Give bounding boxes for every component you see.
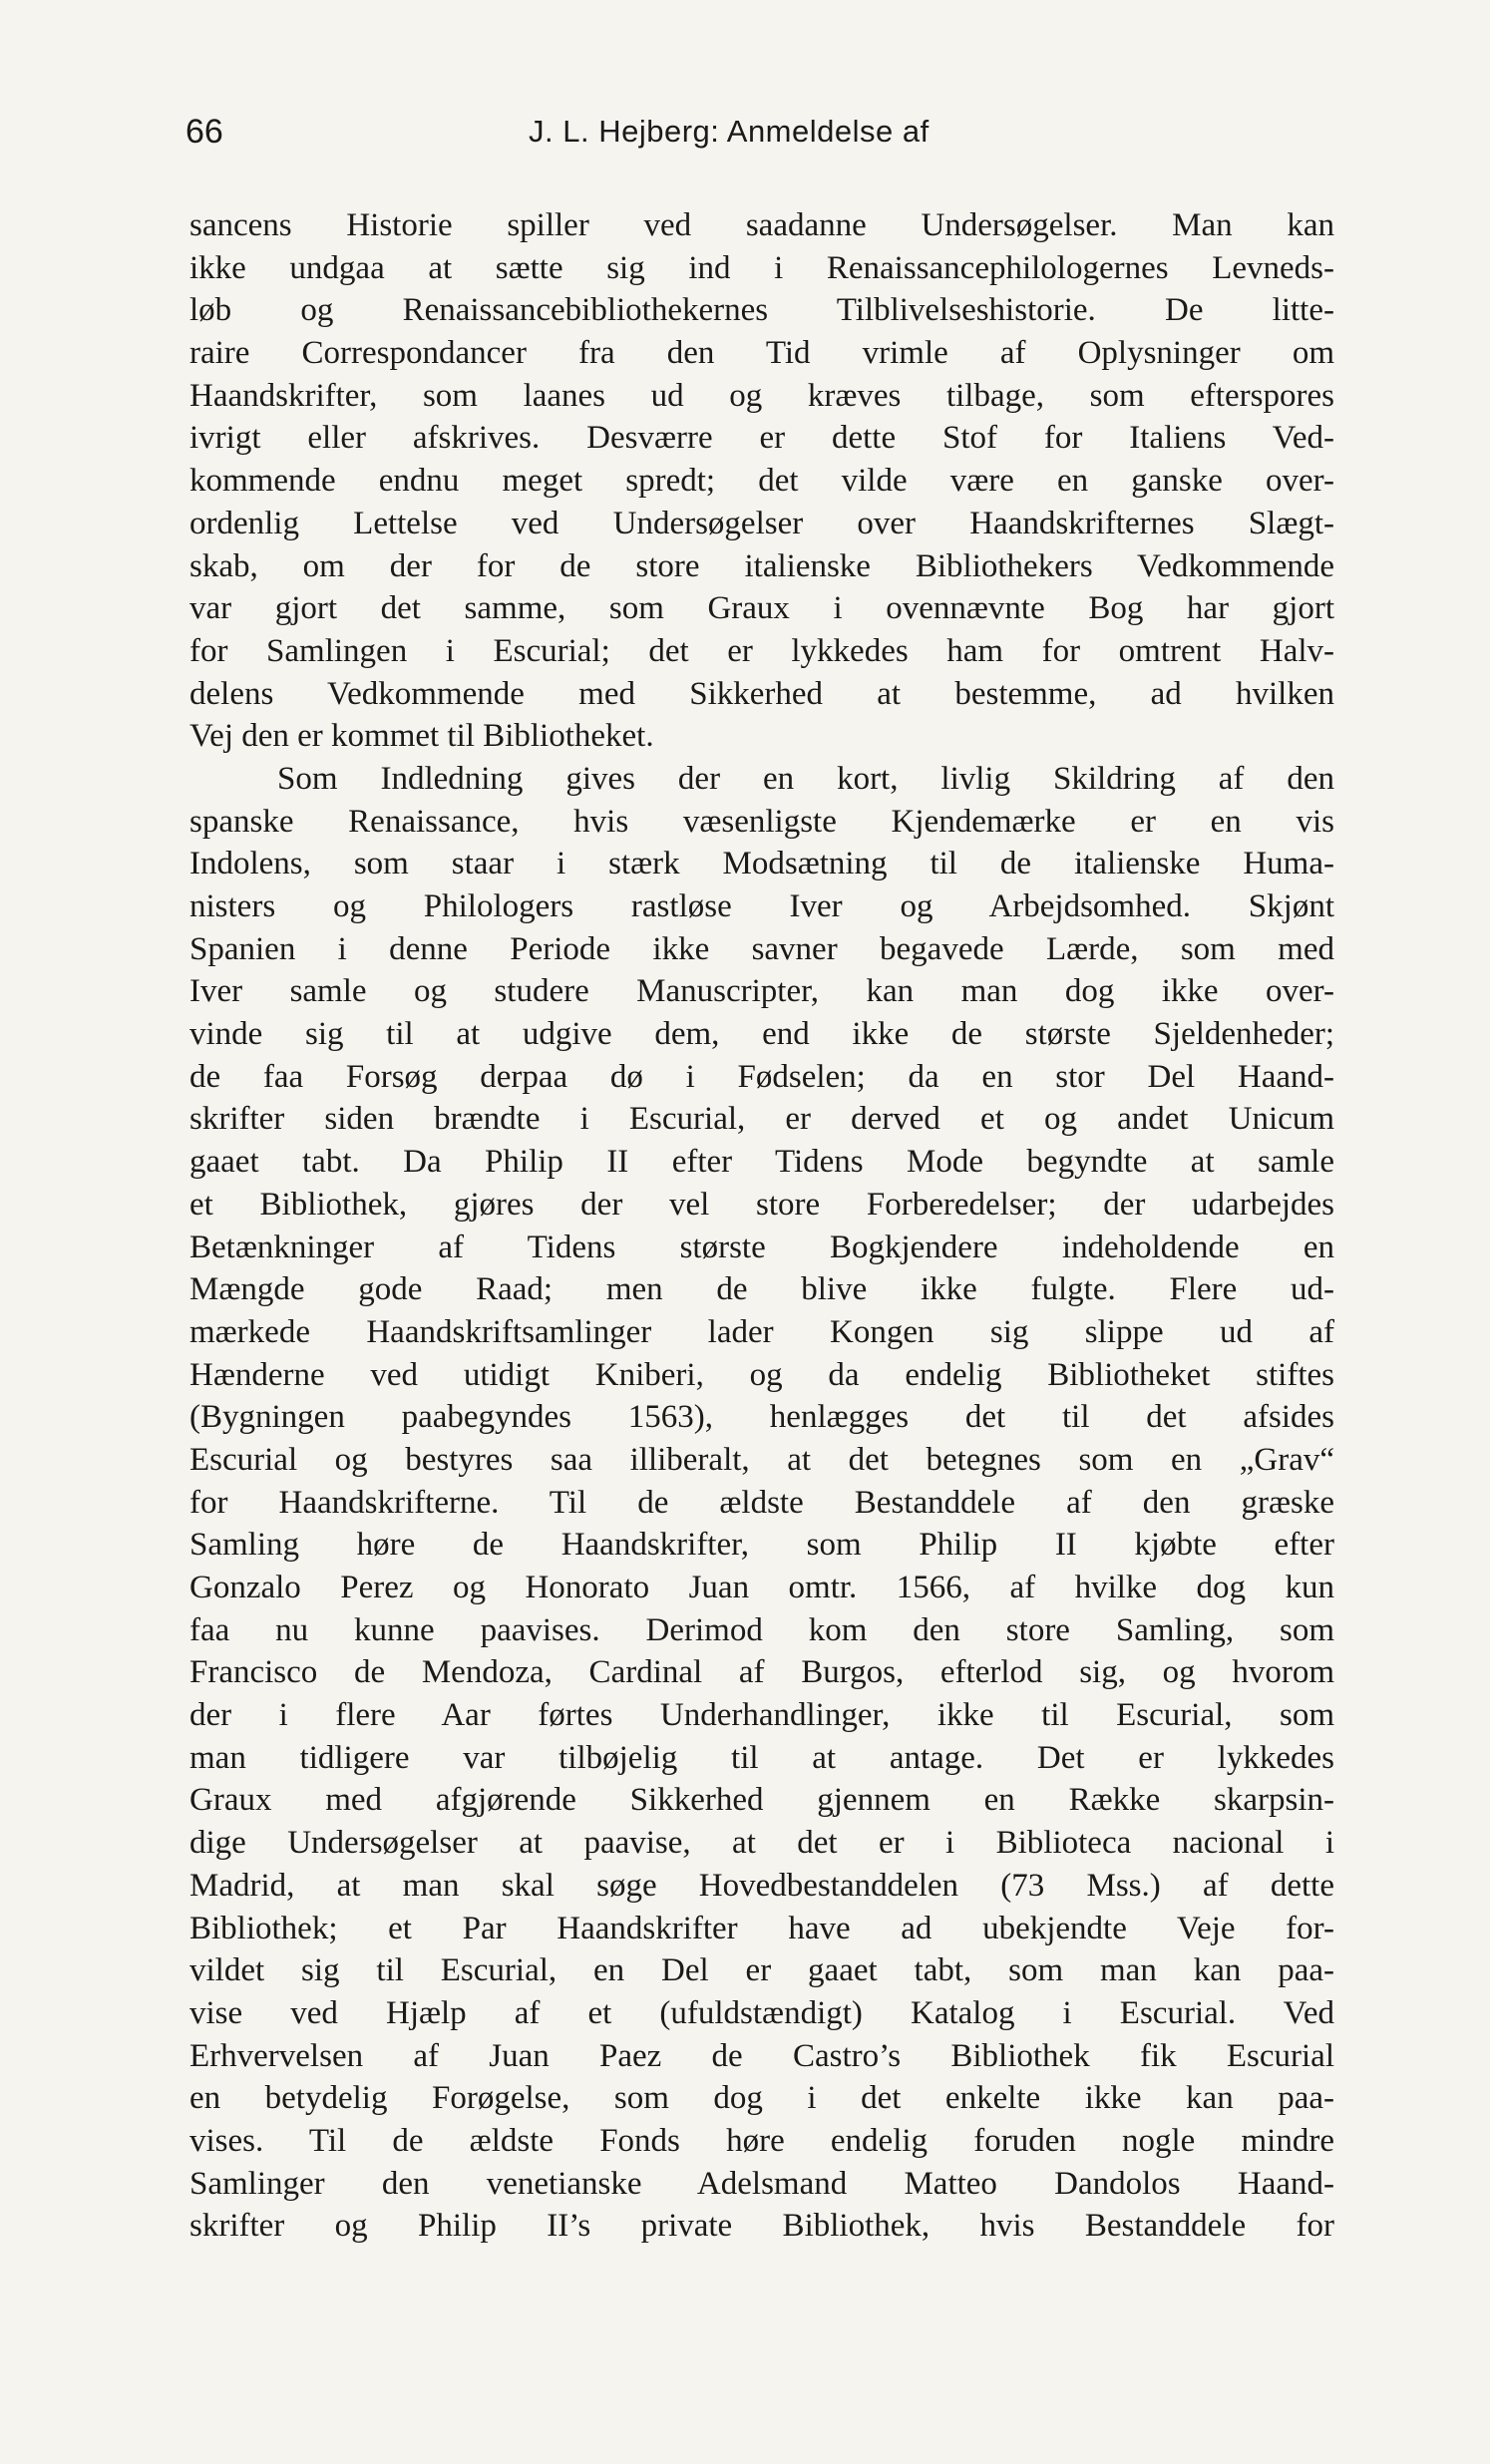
text-line: løb og Renaissancebibliothekernes Tilblivelseshistorie. De litte- [189,292,1334,329]
body-text [189,204,1334,2248]
text-line: Madrid, at man skal søge Hovedbestanddelen (73 Mss.) af dette [189,1867,1334,1904]
text-line: skab, om der for de store italienske Bibliothekers Vedkommende [189,547,1334,584]
text-line: skrifter og Philip II’s private Bibliothek, hvis Bestanddele for [189,2208,1334,2245]
text-line: for Samlingen i Escurial; det er lykkedes ham for omtrent Halv- [189,632,1334,669]
text-line: Spanien i denne Periode ikke savner begavede Lærde, som med [189,930,1334,967]
text-line: vises. Til de ældste Fonds høre endelig foruden nogle mindre [189,2122,1334,2159]
text-line: et Bibliothek, gjøres der vel store Forberedelser; der udarbejdes [189,1186,1334,1223]
text-line: ordenlig Lettelse ved Undersøgelser over Haandskrifternes Slægt- [189,505,1334,541]
text-line: (Bygningen paabegyndes 1563), henlægges det til det afsides [189,1399,1334,1436]
paragraph-end-line: Vej den er kommet til Bibliotheket. [189,718,654,755]
text-line: ikke undgaa at sætte sig ind i Renaissancephilologernes Levneds- [189,249,1334,286]
text-line: Gonzalo Perez og Honorato Juan omtr. 1566, af hvilke dog kun [189,1570,1334,1605]
text-line: Graux med afgjørende Sikkerhed gjennem en Række skarpsin- [189,1782,1334,1819]
text-line: en betydelig Forøgelse, som dog i det enkelte ikke kan paa- [189,2080,1334,2117]
text-line: sancens Historie spiller ved saadanne Undersøgelser. Man kan [189,207,1334,243]
text-line: vise ved Hjælp af et (ufuldstændigt) Katalog i Escurial. Ved [189,1994,1334,2031]
text-line: skrifter siden brændte i Escurial, er derved et og andet Unicum [189,1101,1334,1138]
text-line: Francisco de Mendoza, Cardinal af Burgos, efterlod sig, og hvorom [189,1654,1334,1691]
text-line: Haandskrifter, som laanes ud og kræves tilbage, som efterspores [189,377,1334,414]
paragraph-start-line: Som Indledning gives der en kort, livlig Skildring af den [277,760,1334,797]
text-line: Betænkninger af Tidens største Bogkjendere indeholdende en [189,1229,1334,1265]
text-line: spanske Renaissance, hvis væsenligste Kjendemærke er en vis [189,803,1334,840]
text-line: mærkede Haandskriftsamlinger lader Kongen sig slippe ud af [189,1313,1334,1350]
text-line: der i flere Aar førtes Underhandlinger, ikke til Escurial, som [189,1697,1334,1734]
text-line: raire Correspondancer fra den Tid vrimle af Oplysninger om [189,335,1334,372]
text-line: for Haandskrifterne. Til de ældste Bestanddele af den græske [189,1484,1334,1521]
text-line: de faa Forsøg derpaa dø i Fødselen; da en stor Del Haand- [189,1058,1334,1095]
text-line: Iver samle og studere Manuscripter, kan man dog ikke over- [189,973,1334,1010]
text-line: delens Vedkommende med Sikkerhed at bestemme, ad hvilken [189,675,1334,712]
text-line: ivrigt eller afskrives. Desværre er dette Stof for Italiens Ved- [189,420,1334,457]
text-line: gaaet tabt. Da Philip II efter Tidens Mode begyndte at samle [189,1144,1334,1181]
text-line: faa nu kunne paavises. Derimod kom den store Samling, som [189,1611,1334,1648]
text-line: Erhvervelsen af Juan Paez de Castro’s Bibliothek fik Escurial [189,2037,1334,2074]
text-line: Samling høre de Haandskrifter, som Philip II kjøbte efter [189,1527,1334,1564]
text-line: Bibliothek; et Par Haandskrifter have ad ubekjendte Veje for- [189,1910,1334,1946]
text-line: Hænderne ved utidigt Kniberi, og da endelig Bibliotheket stiftes [189,1356,1334,1393]
text-line: Escurial og bestyres saa illiberalt, at det betegnes som en „Grav“ [189,1441,1334,1478]
page-number: 66 [186,113,223,151]
text-line: vinde sig til at udgive dem, end ikke de største Sjeldenheder; [189,1016,1334,1053]
text-line: vildet sig til Escurial, en Del er gaaet tabt, som man kan paa- [189,1952,1334,1989]
running-header [0,108,1490,168]
running-head-title: J. L. Hejberg: Anmeldelse af [529,114,930,149]
text-line: Indolens, som staar i stærk Modsætning til de italienske Huma- [189,846,1334,882]
text-line: man tidligere var tilbøjelig til at antage. Det er lykkedes [189,1739,1334,1776]
text-line: var gjort det samme, som Graux i ovennævnte Bog har gjort [189,590,1334,627]
text-line: Samlinger den venetianske Adelsmand Matteo Dandolos Haand- [189,2165,1334,2202]
text-line: nisters og Philologers rastløse Iver og Arbejdsomhed. Skjønt [189,888,1334,924]
text-line: dige Undersøgelser at paavise, at det er i Biblioteca nacional i [189,1825,1334,1862]
text-line: Mængde gode Raad; men de blive ikke fulgte. Flere ud- [189,1271,1334,1308]
text-line: kommende endnu meget spredt; det vilde være en ganske over- [189,463,1334,500]
